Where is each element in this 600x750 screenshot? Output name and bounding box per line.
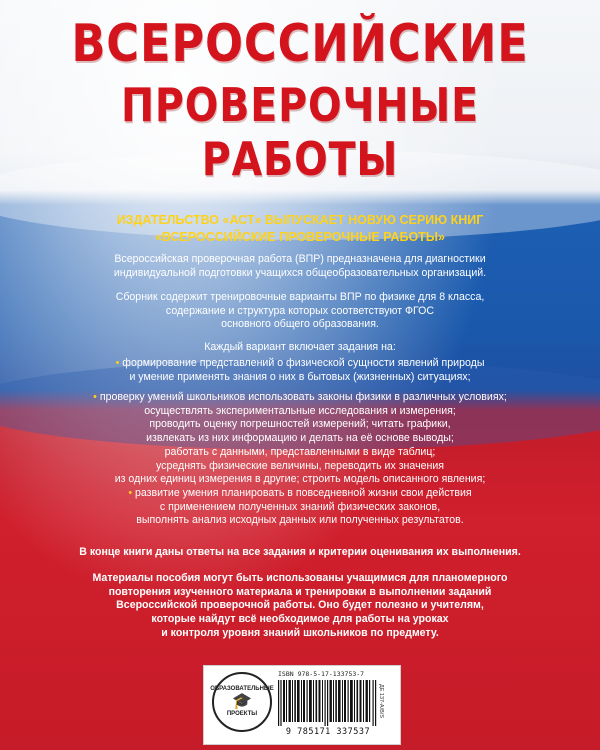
title-line-1: ВСЕРОССИЙСКИЕ (71, 14, 529, 74)
text-line: и контроля уровня знаний школьников по предмету. (161, 626, 439, 639)
text-line: проводить оценку погрешностей измерений; читать графики, (149, 418, 451, 431)
side-code-text: ДЕ 137-A/B/S (378, 684, 384, 718)
publisher-logo (212, 672, 272, 732)
text-line: индивидуальной подготовки учащихся общеобразовательных организаций. (113, 266, 487, 279)
text-line: выполнять анализ исходных данных или полученных результатов. (136, 514, 464, 527)
isbn-text: ISBN 978-5-17-133753-7 (278, 670, 365, 678)
text-line (46, 487, 554, 501)
text-line: осуществлять экспериментальные исследования и измерения; (144, 404, 456, 417)
text-span: формирование представлений о физической сущности явлений природы (122, 357, 485, 369)
barcode-svg (276, 680, 380, 726)
text-line: работать с данными, представленными в виде таблиц; (164, 445, 436, 458)
materials-paragraph (46, 572, 554, 641)
text-span: развитие умения планировать в повседневной жизни свои действия (134, 487, 472, 499)
bullet-item-2 (46, 391, 554, 487)
title-line-2: ПРОВЕРОЧНЫЕ РАБОТЫ (120, 78, 480, 186)
text-line (46, 357, 554, 371)
answers-note: В конце книги даны ответы на все задания и критерии оценивания их выполнения. (79, 546, 521, 558)
text-line: которые найдут всё необходимое для работы на уроках (151, 613, 449, 626)
logo-bottom-text: ПРОЕКТЫ (226, 711, 258, 717)
bullet-icon: • (115, 357, 120, 369)
text-line: Всероссийской проверочной работы. Оно будет полезно и учителям, (116, 599, 484, 612)
paragraph-vpr (46, 253, 554, 280)
ean-text: 9 785171 337537 (285, 727, 371, 737)
text-line: содержание и структура которых соответствуют ФГОС (165, 304, 435, 317)
text-line: Всероссийская проверочная работа (ВПР) предназначена для диагностики (114, 253, 486, 265)
graduation-cap-icon: 🎓 (232, 693, 252, 710)
logo-top-text: ОБРАЗОВАТЕЛЬНЫЕ (210, 686, 274, 692)
text-line: с применением полученных знаний физических законов, (159, 500, 441, 513)
side-code (378, 674, 394, 734)
text-line: и умение применять знания о них в бытовых (жизненных) ситуациях; (129, 370, 471, 383)
series-heading (46, 212, 554, 246)
text-line: Материалы пособия могут быть использованы учащимися для планомерного (92, 572, 508, 584)
paragraph-collection (46, 291, 554, 332)
text-span: проверку умений школьников использовать законы физики в различных условиях; (99, 391, 507, 403)
barcode-bars (276, 680, 380, 726)
text-line: повторения изученного материала и тренировки в выполнении заданий (108, 585, 492, 598)
text-line: Сборник содержит тренировочные варианты ВПР по физике для 8 класса, (115, 291, 485, 303)
bullet-icon: • (93, 391, 97, 403)
text-line: извлекать из них информацию и делать на её основе выводы; (146, 432, 454, 445)
text-line: из одних единиц измерения в другие; строить модель описанного явления; (114, 473, 486, 486)
bullet-item-1 (46, 357, 554, 384)
text-line: основного общего образования. (221, 318, 379, 331)
barcode-panel (203, 665, 401, 745)
series-heading-line-2: «ВСЕРОССИЙСКИЕ ПРОВЕРОЧНЫЕ РАБОТЫ» (154, 230, 446, 244)
text-line (46, 391, 554, 405)
text-line: усреднять физические величины, переводить их значения (156, 459, 444, 472)
series-heading-line-1: ИЗДАТЕЛЬСТВО «АСТ» ВЫПУСКАЕТ НОВУЮ СЕРИЮ КНИГ (116, 213, 484, 227)
bullet-item-3 (46, 487, 554, 528)
bullet-icon: • (128, 487, 133, 499)
variant-intro: Каждый вариант включает задания на: (204, 341, 396, 353)
